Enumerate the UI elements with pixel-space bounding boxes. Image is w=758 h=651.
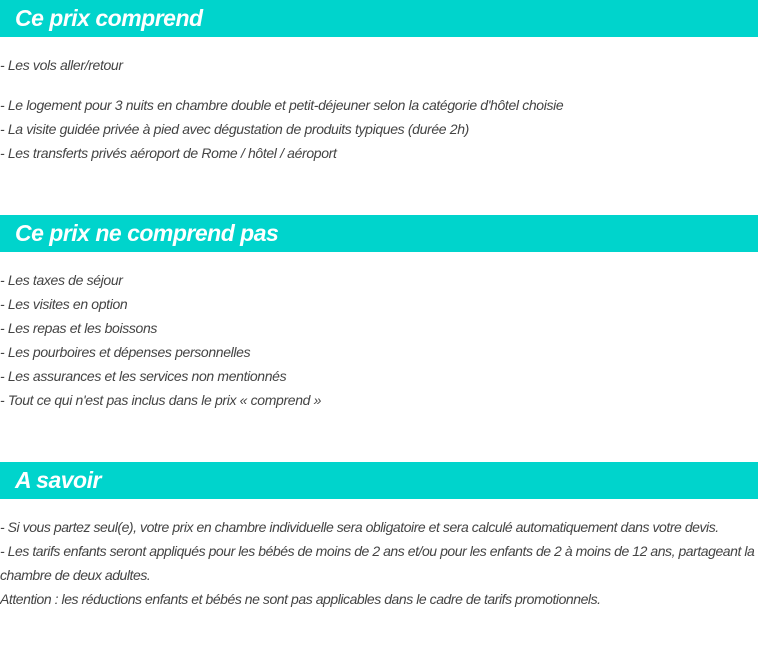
info-item: - Si vous partez seul(e), votre prix en chambre individuelle sera obligatoire et sera calculé automatiquement dans votre devis. <box>0 519 719 535</box>
list-item: - Les pourboires et dépenses personnelles <box>0 344 251 360</box>
section-title: Ce prix ne comprend pas <box>15 220 279 246</box>
list-item: - La visite guidée privée à pied avec dégustation de produits typiques (durée 2h) <box>0 121 469 137</box>
section-header-included <box>0 0 758 37</box>
section-title: Ce prix comprend <box>15 5 203 31</box>
section-title: A savoir <box>15 467 101 493</box>
info-paragraph <box>0 515 758 611</box>
list-item: - Les transferts privés aéroport de Rome / hôtel / aéroport <box>0 145 337 161</box>
list-item: - Les assurances et les services non mentionnés <box>0 368 287 384</box>
list-item: - Les taxes de séjour <box>0 272 123 288</box>
info-item: Attention : les réductions enfants et bébés ne sont pas applicables dans le cadre de tarifs promotionnels. <box>0 591 601 607</box>
list-item: - Les vols aller/retour <box>0 57 123 73</box>
section-header-good-to-know <box>0 462 758 499</box>
list-item: - Tout ce qui n'est pas inclus dans le prix « comprend » <box>0 392 322 408</box>
list-item: - Le logement pour 3 nuits en chambre double et petit-déjeuner selon la catégorie d'hôtel choisie <box>0 97 564 113</box>
info-item: - Les tarifs enfants seront appliqués pour les bébés de moins de 2 ans et/ou pour les enfants de 2 à moins de 12 ans, partageant la chambre de deux adultes. <box>0 543 755 583</box>
section-header-not-included <box>0 215 758 252</box>
list-item: - Les repas et les boissons <box>0 320 158 336</box>
list-item: - Les visites en option <box>0 296 128 312</box>
